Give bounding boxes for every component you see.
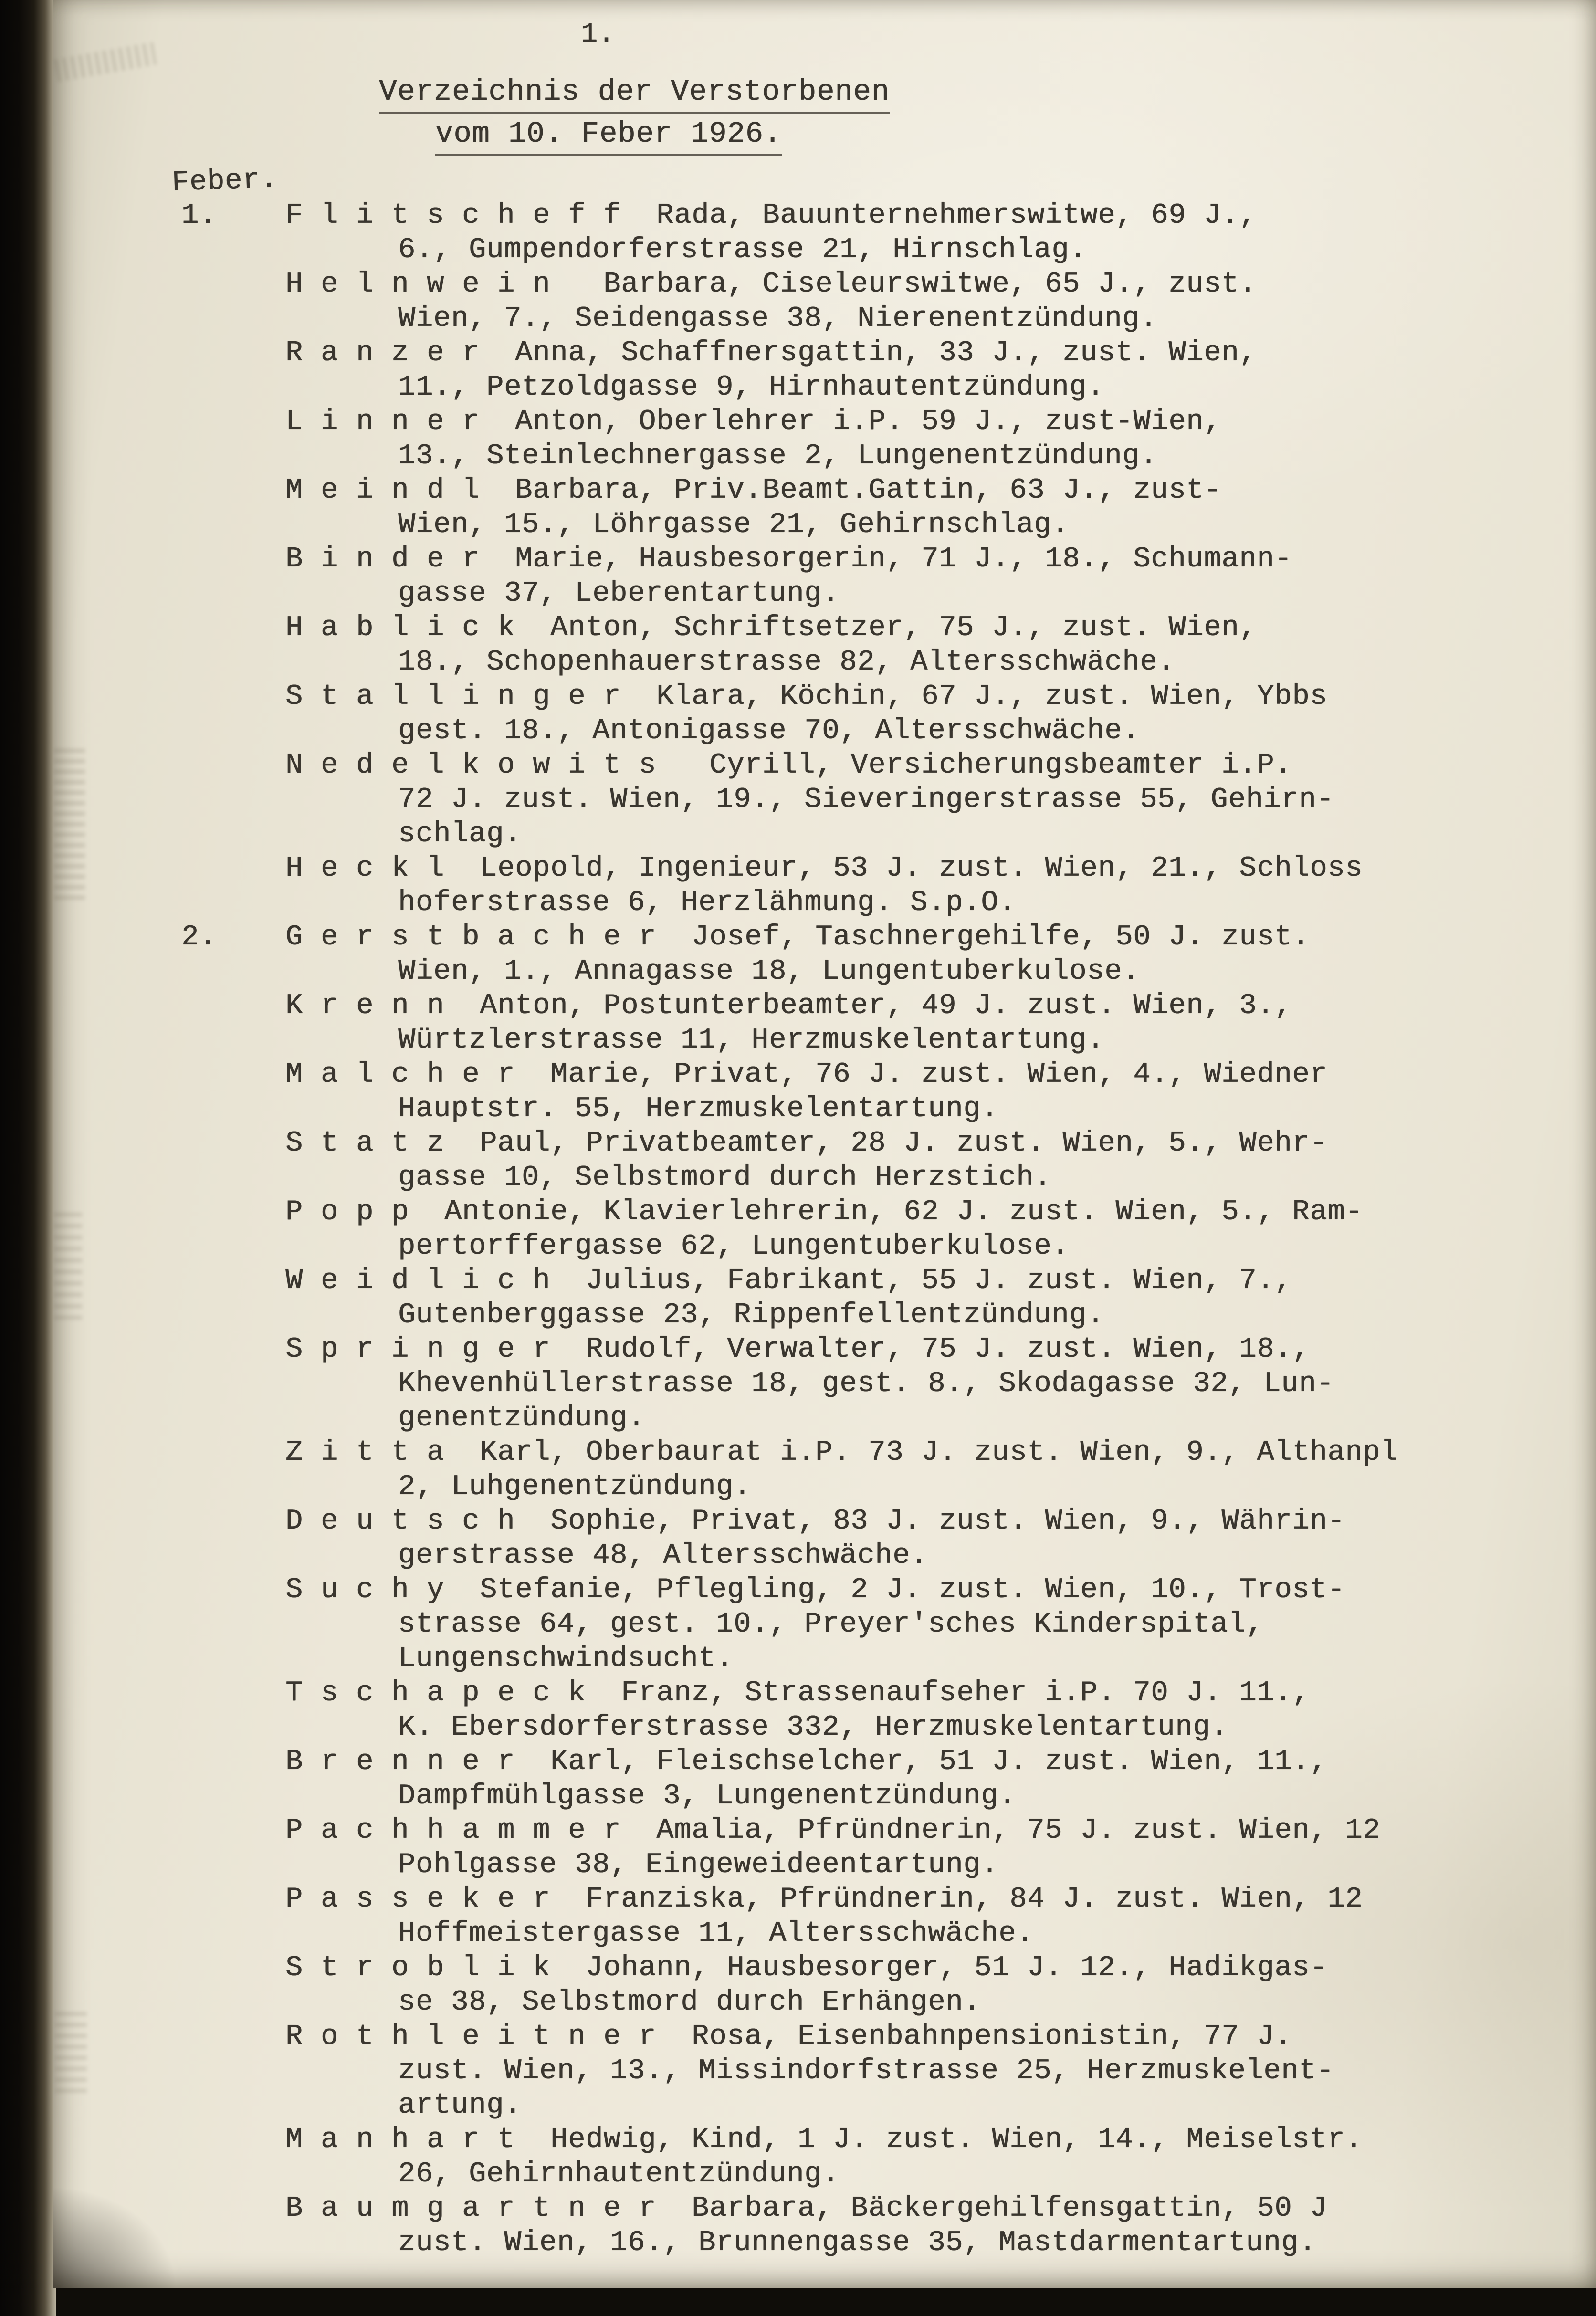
death-register-list <box>53 199 1596 2260</box>
death-record <box>53 920 1596 989</box>
death-record <box>53 2020 1596 2123</box>
record-continuation-line: pertorffergasse 62, Lungentuberkulose. <box>398 1230 1070 1263</box>
death-record <box>53 1813 1596 1882</box>
death-record <box>53 2191 1596 2260</box>
record-continuation-line: zust. Wien, 13., Missindorfstrasse 25, Herzmuskelent- <box>398 2055 1334 2087</box>
record-continuation-line: 26, Gehirnhautentzündung. <box>398 2158 840 2190</box>
page-title: Verzeichnis der Verstorbenen <box>379 75 890 114</box>
record-first-line: W e i d l i c h Julius, Fabrikant, 55 J. zust. Wien, 7., <box>285 1265 1292 1297</box>
record-first-line: L i n n e r Anton, Oberlehrer i.P. 59 J., zust-Wien, <box>285 406 1222 438</box>
record-first-line: S t r o b l i k Johann, Hausbesorger, 51 J. 12., Hadikgas- <box>285 1952 1328 1984</box>
record-first-line: G e r s t b a c h e r Josef, Taschnergehilfe, 50 J. zust. <box>285 921 1310 954</box>
record-first-line: M a l c h e r Marie, Privat, 76 J. zust. Wien, 4., Wiedner <box>285 1058 1328 1091</box>
death-record <box>53 1676 1596 1745</box>
death-record <box>53 851 1596 920</box>
bleedthrough-smudge <box>54 42 157 82</box>
record-first-line: P o p p Antonie, Klavierlehrerin, 62 J. zust. Wien, 5., Ram- <box>285 1196 1363 1228</box>
death-record <box>53 680 1596 748</box>
record-continuation-line: Wien, 7., Seidengasse 38, Nierenentzündung. <box>398 303 1158 335</box>
record-first-line: B r e n n e r Karl, Fleischselcher, 51 J. zust. Wien, 11., <box>285 1746 1328 1778</box>
record-first-line: Z i t t a Karl, Oberbaurat i.P. 73 J. zust. Wien, 9., Althanpl <box>285 1436 1398 1469</box>
death-record <box>53 1195 1596 1264</box>
death-record <box>53 1882 1596 1951</box>
record-first-line: P a s s e k e r Franziska, Pfründnerin, 84 J. zust. Wien, 12 <box>285 1883 1363 1916</box>
record-first-line: S u c h y Stefanie, Pflegling, 2 J. zust. Wien, 10., Trost- <box>285 1574 1345 1606</box>
record-continuation-line: gest. 18., Antonigasse 70, Altersschwäche. <box>398 715 1140 747</box>
record-first-line: N e d e l k o w i t s Cyrill, Versicherungsbeamter i.P. <box>285 749 1292 782</box>
record-continuation-line: 2, Luhgenentzündung. <box>398 1471 752 1503</box>
record-continuation-line: Khevenhüllerstrasse 18, gest. 8., Skodagasse 32, Lun- <box>398 1368 1334 1400</box>
record-continuation-line: zust. Wien, 16., Brunnengasse 35, Mastdarmentartung. <box>398 2227 1317 2259</box>
record-first-line: F l i t s c h e f f Rada, Bauunternehmerswitwe, 69 J., <box>285 199 1257 232</box>
record-first-line: K r e n n Anton, Postunterbeamter, 49 J. zust. Wien, 3., <box>285 990 1292 1022</box>
record-first-line: M e i n d l Barbara, Priv.Beamt.Gattin, 63 J., zust- <box>285 474 1222 507</box>
record-first-line: S p r i n g e r Rudolf, Verwalter, 75 J. zust. Wien, 18., <box>285 1333 1310 1366</box>
title-block <box>379 75 890 156</box>
death-record <box>53 1126 1596 1195</box>
death-record <box>53 989 1596 1058</box>
death-record <box>53 473 1596 542</box>
record-continuation-line: gasse 37, Leberentartung. <box>398 577 840 610</box>
page-subtitle: vom 10. Feber 1926. <box>435 117 782 156</box>
death-record <box>53 2123 1596 2191</box>
death-record <box>53 1264 1596 1332</box>
record-continuation-line: Wien, 1., Annagasse 18, Lungentuberkulose. <box>398 955 1140 988</box>
record-continuation-line: Pohlgasse 38, Eingeweideentartung. <box>398 1849 999 1881</box>
record-continuation-line: Würtzlerstrasse 11, Herzmuskelentartung. <box>398 1024 1105 1057</box>
paper-page <box>53 0 1596 2288</box>
record-first-line: B a u m g a r t n e r Barbara, Bäckergehilfensgattin, 50 J <box>285 2192 1328 2225</box>
record-first-line: S t a t z Paul, Privatbeamter, 28 J. zust. Wien, 5., Wehr- <box>285 1127 1328 1160</box>
month-label: Feber. <box>171 163 279 199</box>
record-continuation-line: se 38, Selbstmord durch Erhängen. <box>398 1986 981 2019</box>
record-continuation-line: Hoffmeistergasse 11, Altersschwäche. <box>398 1918 1034 1950</box>
record-continuation-line: hoferstrasse 6, Herzlähmung. S.p.O. <box>398 887 1017 919</box>
record-continuation-line: 11., Petzoldgasse 9, Hirnhautentzündung. <box>398 371 1105 404</box>
record-first-line: H e l n w e i n Barbara, Ciseleurswitwe, 65 J., zust. <box>285 268 1257 301</box>
day-number: 2. <box>181 921 217 954</box>
record-continuation-line: schlag. <box>398 818 522 850</box>
record-continuation-line: 72 J. zust. Wien, 19., Sieveringerstrasse 55, Gehirn- <box>398 784 1334 816</box>
record-continuation-line: Lungenschwindsucht. <box>398 1643 734 1675</box>
death-record <box>53 1504 1596 1573</box>
record-first-line: B i n d e r Marie, Hausbesorgerin, 71 J., 18., Schumann- <box>285 543 1292 576</box>
record-first-line: P a c h h a m m e r Amalia, Pfründnerin, 75 J. zust. Wien, 12 <box>285 1814 1381 1847</box>
record-first-line: H e c k l Leopold, Ingenieur, 53 J. zust. Wien, 21., Schloss <box>285 852 1363 885</box>
death-record <box>53 542 1596 611</box>
day-group <box>53 920 1596 2260</box>
record-continuation-line: genentzündung. <box>398 1402 646 1435</box>
record-first-line: R a n z e r Anna, Schaffnersgattin, 33 J., zust. Wien, <box>285 337 1257 369</box>
death-record <box>53 1332 1596 1436</box>
death-record <box>53 199 1596 267</box>
death-record <box>53 405 1596 473</box>
record-continuation-line: 18., Schopenhauerstrasse 82, Altersschwäche. <box>398 646 1176 679</box>
record-continuation-line: 6., Gumpendorferstrasse 21, Hirnschlag. <box>398 234 1087 266</box>
record-continuation-line: Dampfmühlgasse 3, Lungenentzündung. <box>398 1780 1017 1813</box>
page-number: 1. <box>581 19 615 50</box>
day-group <box>53 199 1596 920</box>
death-record <box>53 1058 1596 1126</box>
record-first-line: M a n h a r t Hedwig, Kind, 1 J. zust. Wien, 14., Meiselstr. <box>285 2124 1363 2156</box>
record-continuation-line: Wien, 15., Löhrgasse 21, Gehirnschlag. <box>398 509 1070 541</box>
record-continuation-line: gasse 10, Selbstmord durch Herzstich. <box>398 1162 1052 1194</box>
death-record <box>53 1436 1596 1504</box>
record-first-line: T s c h a p e c k Franz, Strassenaufseher i.P. 70 J. 11., <box>285 1677 1310 1709</box>
record-continuation-line: 13., Steinlechnergasse 2, Lungenentzündung. <box>398 440 1158 472</box>
death-record <box>53 336 1596 405</box>
record-continuation-line: Hauptstr. 55, Herzmuskelentartung. <box>398 1093 999 1125</box>
day-number: 1. <box>181 199 217 232</box>
death-record <box>53 267 1596 336</box>
record-continuation-line: artung. <box>398 2089 522 2122</box>
death-record <box>53 1745 1596 1813</box>
record-continuation-line: K. Ebersdorferstrasse 332, Herzmuskelentartung. <box>398 1711 1228 1744</box>
death-record <box>53 1573 1596 1676</box>
record-continuation-line: gerstrasse 48, Altersschwäche. <box>398 1540 928 1572</box>
record-first-line: R o t h l e i t n e r Rosa, Eisenbahnpensionistin, 77 J. <box>285 2021 1292 2053</box>
death-record <box>53 1951 1596 2020</box>
record-first-line: H a b l i c k Anton, Schriftsetzer, 75 J., zust. Wien, <box>285 612 1257 644</box>
record-first-line: D e u t s c h Sophie, Privat, 83 J. zust. Wien, 9., Währin- <box>285 1505 1345 1538</box>
record-continuation-line: Gutenberggasse 23, Rippenfellentzündung. <box>398 1299 1105 1331</box>
book-gutter-edge <box>0 0 56 2316</box>
record-first-line: S t a l l i n g e r Klara, Köchin, 67 J., zust. Wien, Ybbs <box>285 681 1328 713</box>
record-continuation-line: strasse 64, gest. 10., Preyer'sches Kinderspital, <box>398 1608 1264 1641</box>
death-record <box>53 748 1596 851</box>
death-record <box>53 611 1596 680</box>
